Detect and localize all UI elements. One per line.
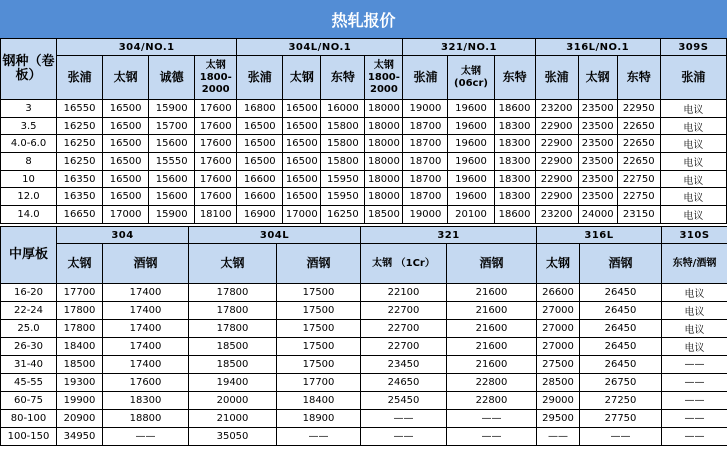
coil-price-cell: 16500 xyxy=(237,153,283,171)
coil-price-cell: 18000 xyxy=(365,135,403,153)
plate-subheader: 太钢 xyxy=(57,244,103,284)
plate-price-cell: 17800 xyxy=(189,284,277,302)
coil-price-cell: 18300 xyxy=(494,135,535,153)
plate-thickness-cell: 25.0 xyxy=(1,320,57,338)
coil-table-row xyxy=(1,100,727,118)
coil-subheader: 张浦 xyxy=(535,56,578,100)
coil-price-cell: 23500 xyxy=(578,188,617,206)
coil-price-cell: 15900 xyxy=(149,100,195,118)
coil-price-cell: 19000 xyxy=(403,206,448,224)
plate-price-cell: 电议 xyxy=(662,338,727,356)
plate-price-cell: 27750 xyxy=(580,410,662,428)
coil-price-cell: 18000 xyxy=(365,100,403,118)
plate-price-cell: 17500 xyxy=(277,356,361,374)
coil-price-cell: 19000 xyxy=(403,100,448,118)
plate-price-cell: 电议 xyxy=(662,320,727,338)
plate-subheader: 酒钢 xyxy=(103,244,189,284)
coil-subheader: 太钢 1800-2000 xyxy=(195,56,237,100)
coil-table-row xyxy=(1,153,727,171)
plate-price-cell: 18900 xyxy=(277,410,361,428)
coil-group-309s: 309S xyxy=(660,39,726,56)
plate-subheader: 酒钢 xyxy=(447,244,537,284)
plate-table-row xyxy=(1,284,727,302)
plate-price-cell: 21600 xyxy=(447,338,537,356)
plate-price-cell: —— xyxy=(662,392,727,410)
coil-price-cell: 22650 xyxy=(617,117,660,135)
coil-price-cell: 电议 xyxy=(660,100,726,118)
coil-price-cell: 16500 xyxy=(103,170,149,188)
coil-price-cell: 18000 xyxy=(365,188,403,206)
coil-price-cell: 17600 xyxy=(195,188,237,206)
plate-price-cell: —— xyxy=(361,428,447,446)
coil-table-row xyxy=(1,117,727,135)
coil-table-row xyxy=(1,206,727,224)
coil-subheader: 张浦 xyxy=(403,56,448,100)
plate-price-cell: 17600 xyxy=(103,374,189,392)
coil-price-cell: 18300 xyxy=(494,117,535,135)
plate-price-cell: 18500 xyxy=(189,356,277,374)
plate-price-table xyxy=(0,226,727,446)
coil-price-cell: 19600 xyxy=(448,100,494,118)
coil-thickness-cell: 12.0 xyxy=(1,188,57,206)
coil-price-cell: 17000 xyxy=(283,206,321,224)
coil-price-cell: 电议 xyxy=(660,153,726,171)
plate-table-row xyxy=(1,428,727,446)
plate-price-cell: 17400 xyxy=(103,338,189,356)
plate-price-cell: —— xyxy=(277,428,361,446)
coil-price-cell: 17600 xyxy=(195,100,237,118)
coil-subheader: 诚德 xyxy=(149,56,195,100)
coil-price-cell: 15950 xyxy=(321,170,365,188)
plate-thickness-cell: 60-75 xyxy=(1,392,57,410)
coil-price-cell: 16000 xyxy=(321,100,365,118)
plate-price-cell: 26450 xyxy=(580,338,662,356)
coil-price-cell: 16250 xyxy=(57,135,103,153)
plate-thickness-cell: 26-30 xyxy=(1,338,57,356)
coil-price-cell: 15600 xyxy=(149,170,195,188)
plate-price-cell: 17800 xyxy=(57,302,103,320)
plate-price-cell: 17400 xyxy=(103,320,189,338)
coil-price-cell: 16250 xyxy=(57,153,103,171)
plate-price-cell: —— xyxy=(447,428,537,446)
coil-thickness-cell: 10 xyxy=(1,170,57,188)
plate-price-cell: 17400 xyxy=(103,356,189,374)
plate-thickness-cell: 45-55 xyxy=(1,374,57,392)
coil-group-321: 321/NO.1 xyxy=(403,39,535,56)
coil-price-cell: 17000 xyxy=(103,206,149,224)
coil-price-cell: 15900 xyxy=(149,206,195,224)
coil-price-cell: 17600 xyxy=(195,135,237,153)
plate-price-cell: 电议 xyxy=(662,284,727,302)
plate-price-cell: 22700 xyxy=(361,338,447,356)
coil-price-cell: 18700 xyxy=(403,170,448,188)
plate-price-cell: 19300 xyxy=(57,374,103,392)
plate-table-row xyxy=(1,320,727,338)
coil-subheader: 太钢 1800-2000 xyxy=(365,56,403,100)
coil-price-cell: 23500 xyxy=(578,100,617,118)
coil-price-cell: 15550 xyxy=(149,153,195,171)
plate-price-cell: 20900 xyxy=(57,410,103,428)
plate-price-cell: 24650 xyxy=(361,374,447,392)
coil-thickness-cell: 3 xyxy=(1,100,57,118)
plate-price-cell: 18500 xyxy=(57,356,103,374)
coil-subheader: 太钢 xyxy=(103,56,149,100)
coil-subheader: 张浦 xyxy=(57,56,103,100)
plate-price-cell: 17500 xyxy=(277,338,361,356)
plate-group-310s: 310S xyxy=(662,227,727,244)
coil-price-cell: 16250 xyxy=(57,117,103,135)
plate-subheader: 东特/酒钢 xyxy=(662,244,727,284)
coil-price-cell: 23500 xyxy=(578,170,617,188)
plate-price-cell: 35050 xyxy=(189,428,277,446)
coil-price-cell: 16500 xyxy=(283,170,321,188)
plate-price-cell: 18400 xyxy=(277,392,361,410)
coil-price-cell: 16500 xyxy=(237,117,283,135)
coil-price-cell: 16500 xyxy=(237,135,283,153)
coil-table-row xyxy=(1,188,727,206)
plate-price-cell: 27000 xyxy=(537,320,580,338)
coil-price-cell: 16500 xyxy=(103,135,149,153)
coil-price-cell: 15600 xyxy=(149,135,195,153)
plate-price-cell: 29500 xyxy=(537,410,580,428)
plate-price-cell: 21600 xyxy=(447,356,537,374)
coil-price-cell: 16500 xyxy=(103,153,149,171)
plate-thickness-cell: 80-100 xyxy=(1,410,57,428)
coil-thickness-cell: 4.0-6.0 xyxy=(1,135,57,153)
coil-price-cell: 18300 xyxy=(494,153,535,171)
plate-table-row xyxy=(1,302,727,320)
plate-price-cell: 17400 xyxy=(103,302,189,320)
plate-price-cell: 23450 xyxy=(361,356,447,374)
plate-price-cell: 21600 xyxy=(447,284,537,302)
plate-price-cell: —— xyxy=(662,374,727,392)
coil-subheader: 东特 xyxy=(494,56,535,100)
plate-price-cell: 26600 xyxy=(537,284,580,302)
plate-thickness-cell: 22-24 xyxy=(1,302,57,320)
coil-price-cell: 16500 xyxy=(283,188,321,206)
plate-price-cell: 34950 xyxy=(57,428,103,446)
coil-subheader: 张浦 xyxy=(660,56,726,100)
plate-price-cell: 22700 xyxy=(361,302,447,320)
coil-price-cell: 16800 xyxy=(237,100,283,118)
plate-price-cell: 17500 xyxy=(277,284,361,302)
coil-price-cell: 22900 xyxy=(535,117,578,135)
coil-price-cell: 16500 xyxy=(283,153,321,171)
coil-price-cell: 17600 xyxy=(195,117,237,135)
coil-price-cell: 22900 xyxy=(535,135,578,153)
plate-price-cell: 21600 xyxy=(447,302,537,320)
coil-price-cell: 22650 xyxy=(617,153,660,171)
coil-table-row xyxy=(1,170,727,188)
coil-subheader: 张浦 xyxy=(237,56,283,100)
plate-price-cell: —— xyxy=(103,428,189,446)
coil-price-cell: 16500 xyxy=(103,100,149,118)
coil-price-cell: 15800 xyxy=(321,135,365,153)
coil-price-cell: 电议 xyxy=(660,117,726,135)
plate-subheader: 太钢 xyxy=(189,244,277,284)
coil-price-cell: 19600 xyxy=(448,117,494,135)
coil-price-cell: 18100 xyxy=(195,206,237,224)
coil-price-cell: 18500 xyxy=(365,206,403,224)
coil-price-cell: 18700 xyxy=(403,117,448,135)
plate-price-cell: 22800 xyxy=(447,374,537,392)
coil-price-table xyxy=(0,38,727,224)
plate-price-cell: 17700 xyxy=(277,374,361,392)
plate-price-cell: —— xyxy=(537,428,580,446)
plate-price-cell: 19400 xyxy=(189,374,277,392)
coil-price-cell: 16500 xyxy=(283,135,321,153)
plate-group-321: 321 xyxy=(361,227,537,244)
coil-price-cell: 16500 xyxy=(103,188,149,206)
coil-table-row xyxy=(1,135,727,153)
coil-price-cell: 电议 xyxy=(660,170,726,188)
coil-price-cell: 18600 xyxy=(494,100,535,118)
plate-table-row xyxy=(1,338,727,356)
coil-price-cell: 16350 xyxy=(57,170,103,188)
coil-price-cell: 20100 xyxy=(448,206,494,224)
coil-price-cell: 18300 xyxy=(494,188,535,206)
plate-price-cell: 21600 xyxy=(447,320,537,338)
coil-price-cell: 电议 xyxy=(660,206,726,224)
plate-thickness-cell: 100-150 xyxy=(1,428,57,446)
coil-price-cell: 16350 xyxy=(57,188,103,206)
coil-thickness-cell: 14.0 xyxy=(1,206,57,224)
plate-subheader: 酒钢 xyxy=(277,244,361,284)
coil-price-cell: 15950 xyxy=(321,188,365,206)
plate-price-cell: 26450 xyxy=(580,284,662,302)
coil-price-cell: 16550 xyxy=(57,100,103,118)
coil-price-cell: 19600 xyxy=(448,135,494,153)
plate-price-cell: 17800 xyxy=(57,320,103,338)
plate-corner-header: 中厚板 xyxy=(1,227,57,284)
coil-price-cell: 18000 xyxy=(365,117,403,135)
plate-subheader: 酒钢 xyxy=(580,244,662,284)
plate-price-cell: 26450 xyxy=(580,302,662,320)
coil-price-cell: 15800 xyxy=(321,117,365,135)
coil-price-cell: 22900 xyxy=(535,170,578,188)
coil-price-cell: 18700 xyxy=(403,153,448,171)
coil-price-cell: 16500 xyxy=(103,117,149,135)
plate-price-cell: 22100 xyxy=(361,284,447,302)
plate-price-cell: 19900 xyxy=(57,392,103,410)
coil-thickness-cell: 3.5 xyxy=(1,117,57,135)
coil-group-316l: 316L/NO.1 xyxy=(535,39,660,56)
plate-table-row xyxy=(1,356,727,374)
coil-price-cell: 22900 xyxy=(535,188,578,206)
plate-price-cell: 20000 xyxy=(189,392,277,410)
plate-price-cell: 17800 xyxy=(189,302,277,320)
plate-price-cell: —— xyxy=(662,356,727,374)
coil-price-cell: 22900 xyxy=(535,153,578,171)
plate-price-cell: 17500 xyxy=(277,302,361,320)
plate-price-cell: —— xyxy=(662,410,727,428)
plate-price-cell: 26750 xyxy=(580,374,662,392)
plate-table-row xyxy=(1,410,727,428)
coil-price-cell: 19600 xyxy=(448,153,494,171)
coil-price-cell: 18300 xyxy=(494,170,535,188)
coil-thickness-cell: 8 xyxy=(1,153,57,171)
coil-price-cell: 17600 xyxy=(195,170,237,188)
plate-group-304: 304 xyxy=(57,227,189,244)
coil-price-cell: 16500 xyxy=(283,117,321,135)
coil-price-cell: 18700 xyxy=(403,188,448,206)
plate-price-cell: 22800 xyxy=(447,392,537,410)
coil-price-cell: 17600 xyxy=(195,153,237,171)
plate-price-cell: 18500 xyxy=(189,338,277,356)
plate-group-316l: 316L xyxy=(537,227,662,244)
plate-price-cell: 17400 xyxy=(103,284,189,302)
coil-price-cell: 15800 xyxy=(321,153,365,171)
plate-price-cell: 17500 xyxy=(277,320,361,338)
plate-price-cell: —— xyxy=(361,410,447,428)
plate-subheader: 太钢 （1Cr） xyxy=(361,244,447,284)
plate-price-cell: 21000 xyxy=(189,410,277,428)
coil-price-cell: 23500 xyxy=(578,117,617,135)
coil-corner-header: 钢种（卷板） xyxy=(1,39,57,100)
coil-price-cell: 16250 xyxy=(321,206,365,224)
plate-price-cell: 17800 xyxy=(189,320,277,338)
coil-price-cell: 16600 xyxy=(237,170,283,188)
coil-group-304l: 304L/NO.1 xyxy=(237,39,403,56)
coil-price-cell: 18000 xyxy=(365,170,403,188)
coil-price-cell: 19600 xyxy=(448,170,494,188)
coil-price-cell: 18700 xyxy=(403,135,448,153)
coil-price-cell: 22650 xyxy=(617,135,660,153)
plate-price-cell: 25450 xyxy=(361,392,447,410)
coil-price-cell: 23200 xyxy=(535,100,578,118)
plate-price-cell: 27000 xyxy=(537,338,580,356)
coil-price-cell: 23500 xyxy=(578,153,617,171)
coil-price-cell: 15600 xyxy=(149,188,195,206)
plate-group-304l: 304L xyxy=(189,227,361,244)
plate-price-cell: 17700 xyxy=(57,284,103,302)
coil-price-cell: 23500 xyxy=(578,135,617,153)
coil-price-cell: 18000 xyxy=(365,153,403,171)
coil-price-cell: 18600 xyxy=(494,206,535,224)
plate-price-cell: 22700 xyxy=(361,320,447,338)
plate-thickness-cell: 31-40 xyxy=(1,356,57,374)
plate-thickness-cell: 16-20 xyxy=(1,284,57,302)
plate-price-cell: 26450 xyxy=(580,356,662,374)
plate-price-cell: —— xyxy=(447,410,537,428)
coil-group-304: 304/NO.1 xyxy=(57,39,237,56)
coil-price-cell: 22950 xyxy=(617,100,660,118)
coil-price-cell: 22750 xyxy=(617,188,660,206)
coil-subheader: 东特 xyxy=(617,56,660,100)
plate-table-row xyxy=(1,374,727,392)
coil-price-cell: 电议 xyxy=(660,135,726,153)
plate-price-cell: 28500 xyxy=(537,374,580,392)
plate-price-cell: 电议 xyxy=(662,302,727,320)
coil-price-cell: 16650 xyxy=(57,206,103,224)
coil-price-cell: 16600 xyxy=(237,188,283,206)
plate-price-cell: 18300 xyxy=(103,392,189,410)
plate-price-cell: —— xyxy=(662,428,727,446)
coil-price-cell: 24000 xyxy=(578,206,617,224)
plate-table-row xyxy=(1,392,727,410)
plate-price-cell: 27000 xyxy=(537,302,580,320)
coil-subheader: 太钢 (06cr) xyxy=(448,56,494,100)
coil-price-cell: 16900 xyxy=(237,206,283,224)
coil-subheader: 太钢 xyxy=(578,56,617,100)
plate-price-cell: 27250 xyxy=(580,392,662,410)
coil-price-cell: 22750 xyxy=(617,170,660,188)
plate-subheader: 太钢 xyxy=(537,244,580,284)
coil-price-cell: 15700 xyxy=(149,117,195,135)
coil-price-cell: 23200 xyxy=(535,206,578,224)
plate-price-cell: 26450 xyxy=(580,320,662,338)
plate-price-cell: 18800 xyxy=(103,410,189,428)
plate-price-cell: —— xyxy=(580,428,662,446)
sheet-title: 热轧报价 xyxy=(0,0,727,38)
coil-price-cell: 16500 xyxy=(283,100,321,118)
coil-price-cell: 23150 xyxy=(617,206,660,224)
coil-price-cell: 19600 xyxy=(448,188,494,206)
plate-price-cell: 29000 xyxy=(537,392,580,410)
plate-price-cell: 18400 xyxy=(57,338,103,356)
coil-price-cell: 电议 xyxy=(660,188,726,206)
coil-subheader: 太钢 xyxy=(283,56,321,100)
coil-subheader: 东特 xyxy=(321,56,365,100)
plate-price-cell: 27500 xyxy=(537,356,580,374)
